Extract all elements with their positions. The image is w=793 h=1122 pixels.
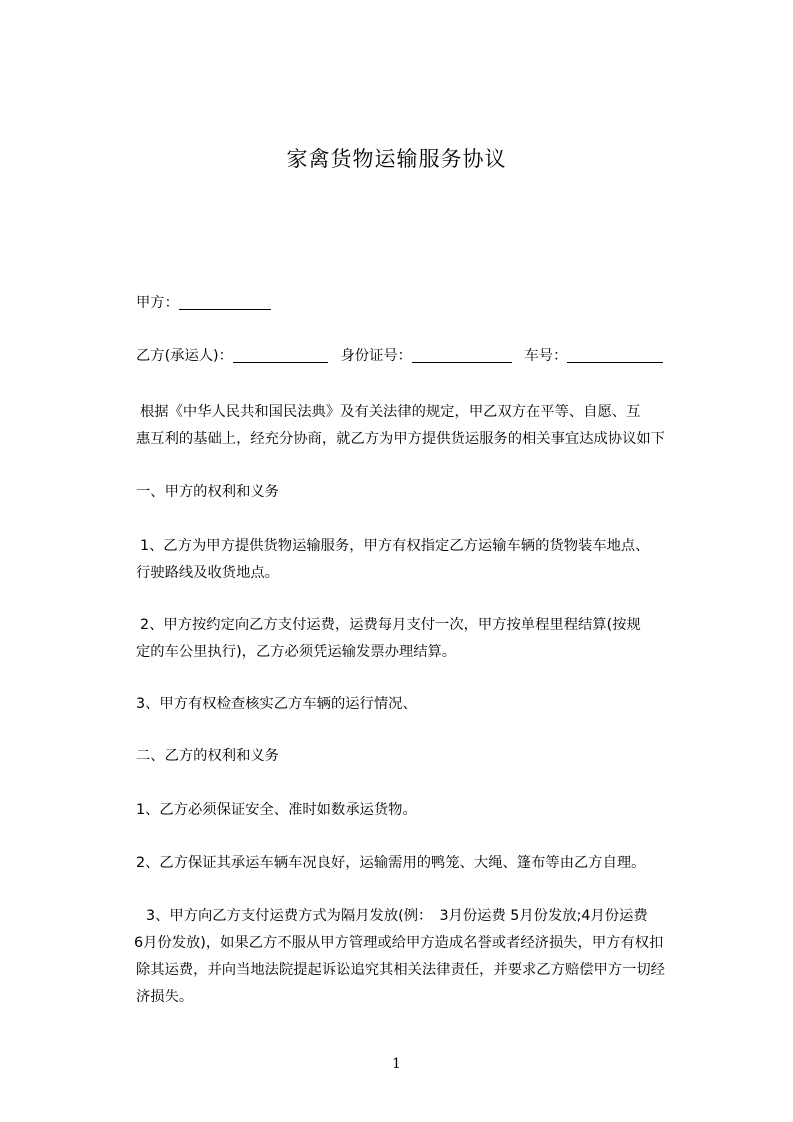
party-b-name-blank[interactable] (233, 348, 328, 363)
plate-number-label: 车号： (524, 348, 568, 364)
section-2-item-3-line-3: 除其运费，并向当地法院提起诉讼追究其相关法律责任，并要求乙方赔偿甲方一切经 (136, 962, 665, 978)
page-number: 1 (392, 1056, 401, 1072)
party-a-line (136, 292, 271, 312)
document-title: 家禽货物运输服务协议 (286, 147, 507, 171)
section-1-heading: 一、甲方的权利和义务 (136, 484, 279, 500)
plate-number-blank[interactable] (567, 348, 663, 363)
section-2-item-1: 1、乙方必须保证安全、准时如数承运货物。 (136, 802, 417, 818)
intro-line-1: 根据《中华人民共和国民法典》及有关法律的规定，甲乙双方在平等、自愿、互 (140, 404, 641, 420)
party-a-label: 甲方： (136, 295, 179, 311)
section-1-item-1-line-1: 1、乙方为甲方提供货物运输服务，甲方有权指定乙方运输车辆的货物装车地点、 (140, 538, 650, 554)
party-a-blank[interactable] (179, 295, 271, 310)
id-number-label: 身份证号： (340, 348, 412, 364)
section-2-item-3-line-2: 6月份发放)，如果乙方不服从甲方管理或给甲方造成名誉或者经济损失，甲方有权扣 (134, 935, 664, 951)
id-number-blank[interactable] (412, 348, 512, 363)
section-1-item-3: 3、甲方有权检查核实乙方车辆的运行情况、 (136, 696, 417, 712)
section-1-item-2-line-2: 定的车公里执行)，乙方必须凭运输发票办理结算。 (136, 644, 457, 660)
intro-line-2: 惠互利的基础上，经充分协商，就乙方为甲方提供货运服务的相关事宜达成协议如下 (136, 431, 665, 447)
section-2-item-3-line-1: 3、甲方向乙方支付运费方式为隔月发放(例： 3月份运费 5月份发放;4月份运费 (146, 908, 648, 924)
party-b-label: 乙方(承运人)： (136, 348, 233, 364)
section-1-item-2-line-1: 2、甲方按约定向乙方支付运费，运费每月支付一次，甲方按单程里程结算(按规 (140, 617, 641, 633)
party-b-line (136, 345, 663, 365)
section-2-item-3-line-4: 济损失。 (136, 989, 194, 1005)
section-1-item-1-line-2: 行驶路线及收货地点。 (136, 565, 279, 581)
section-2-heading: 二、乙方的权利和义务 (136, 748, 279, 764)
section-2-item-2: 2、乙方保证其承运车辆车况良好，运输需用的鸭笼、大绳、篷布等由乙方自理。 (136, 855, 646, 871)
